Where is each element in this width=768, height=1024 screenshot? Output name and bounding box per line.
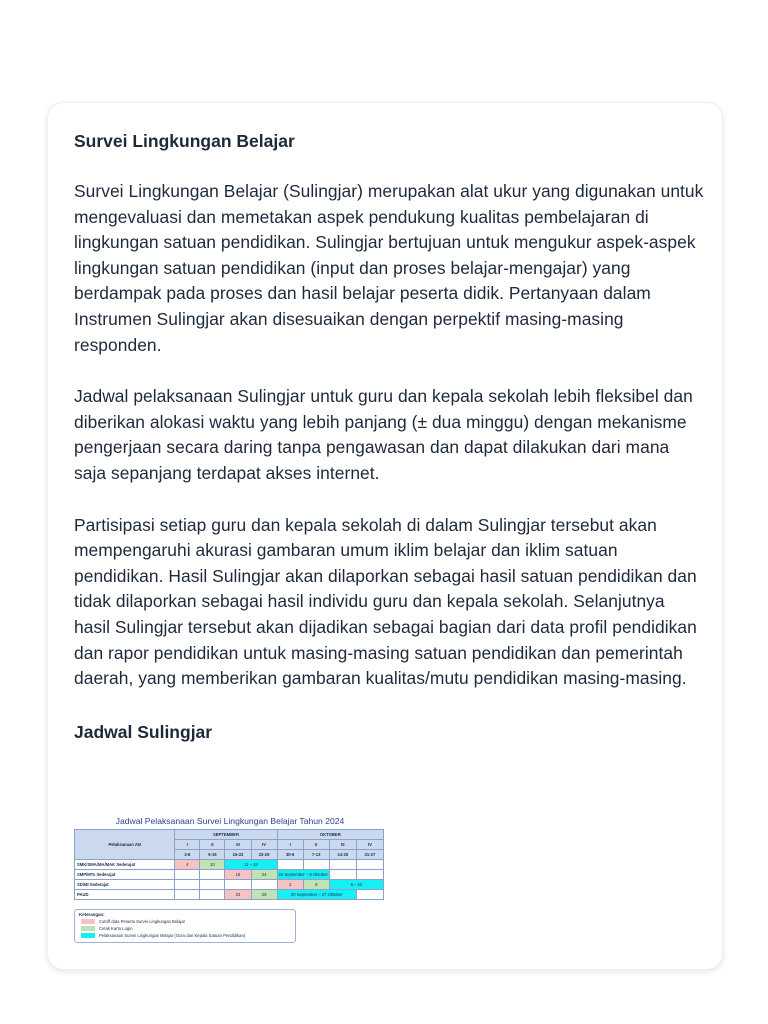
empty-cell <box>329 860 356 870</box>
week-header: IV <box>356 840 383 850</box>
week-header: III <box>329 840 356 850</box>
cutoff-cell: 18 <box>225 870 251 880</box>
empty-cell <box>356 890 383 900</box>
empty-cell <box>200 870 225 880</box>
login-card-cell: 10 <box>200 860 225 870</box>
legend-swatch <box>81 926 95 931</box>
month-header: OKTOBER <box>277 830 383 840</box>
empty-cell <box>200 880 225 890</box>
table-row <box>75 880 384 890</box>
row-label: PAUD <box>75 890 175 900</box>
paragraph-3: Partisipasi setiap guru dan kepala sekolah di dalam Sulingjar tersebut akan mempengaruhi akurasi gambaran umum iklim belajar dan iklim satuan pendidikan. Hasil Sulingjar akan dilaporkan sebagai hasil satuan pendidikan dan tidak dilaporkan sebagai hasil individu guru dan kepala sekolah. Selanjutnya hasil Sulingjar tersebut akan dijadikan sebagai bagian dari data profil pendidikan dan rapor pendidikan untuk masing-masing satuan pendidikan dan pemerintah daerah, yang memberikan gambaran kualitas/mutu pendidikan masing-masing. <box>74 514 697 689</box>
survey-period-cell: 9 – 22 <box>329 880 383 890</box>
legend-item <box>81 918 185 925</box>
date-header: 21-27 <box>356 850 383 860</box>
legend-item <box>81 932 245 939</box>
schedule-title: Jadwal Pelaksanaan Survei Lingkungan Belajar Tahun 2024 <box>115 816 345 826</box>
section-subtitle: Jadwal Sulingjar <box>74 721 213 742</box>
paragraph-1: Survei Lingkungan Belajar (Sulingjar) merupakan alat ukur yang digunakan untuk mengevaluasi dan memetakan aspek pendukung kualitas pembelajaran di lingkungan satuan pendidikan. Sulingjar bertujuan untuk mengukur aspek-aspek lingkungan satuan pendidikan (input dan proses belajar-mengajar) yang berdampak pada proses dan hasil belajar peserta didik. Pertanyaan dalam Instrumen Sulingjar akan disesuaikan dengan perpektif masing-masing responden. <box>74 181 704 355</box>
date-header: 2-8 <box>175 850 200 860</box>
empty-cell <box>303 860 329 870</box>
empty-cell <box>251 880 277 890</box>
article-content <box>74 129 704 744</box>
empty-cell <box>200 890 225 900</box>
week-header: II <box>200 840 225 850</box>
week-header: I <box>277 840 303 850</box>
empty-cell <box>356 870 383 880</box>
survey-period-cell: 25 September – 8 Oktober <box>277 870 329 880</box>
legend-item <box>81 925 133 932</box>
cutoff-cell: 23 <box>225 890 251 900</box>
label-header: Pelaksanaan AN <box>75 830 175 860</box>
week-header: I <box>175 840 200 850</box>
empty-cell <box>225 880 251 890</box>
cutoff-cell: 2 <box>277 880 303 890</box>
table-row <box>75 890 384 900</box>
legend-swatch <box>81 933 95 938</box>
date-header: 9-15 <box>200 850 225 860</box>
paragraph-2: Jadwal pelaksanaan Sulingjar untuk guru dan kepala sekolah lebih fleksibel dan diberikan alokasi waktu yang lebih panjang (± dua minggu) dengan mekanisme pengerjaan secara daring tanpa pengawasan dan dapat dilakukan dari mana saja sepanjang terdapat akses internet. <box>74 386 693 483</box>
survey-period-cell: 11 – 24 <box>225 860 277 870</box>
empty-cell <box>356 860 383 870</box>
article-card <box>47 102 723 970</box>
login-card-cell: 29 <box>251 890 277 900</box>
week-header: II <box>303 840 329 850</box>
empty-cell <box>175 870 200 880</box>
date-header: 14-20 <box>329 850 356 860</box>
table-row <box>75 860 384 870</box>
empty-cell <box>175 890 200 900</box>
row-label: SD/MI Sederajat <box>75 880 175 890</box>
date-header: 7-13 <box>303 850 329 860</box>
empty-cell <box>175 880 200 890</box>
month-header: SEPTEMBER <box>175 830 277 840</box>
login-card-cell: 24 <box>251 870 277 880</box>
date-header: 30-6 <box>277 850 303 860</box>
schedule-table <box>74 829 384 900</box>
legend-label: Pelaksanaan Survei Lingkungan Belajar (Guru dan Kepala Satuan Pendidikan) <box>99 933 246 938</box>
schedule-legend <box>74 909 296 943</box>
login-card-cell: 8 <box>303 880 329 890</box>
legend-swatch <box>81 919 95 924</box>
date-header: 23-29 <box>251 850 277 860</box>
legend-title: Keterangan: <box>79 912 105 917</box>
empty-cell <box>277 860 303 870</box>
table-row <box>75 870 384 880</box>
date-header: 16-22 <box>225 850 251 860</box>
article-title: Survei Lingkungan Belajar <box>74 131 295 151</box>
cutoff-cell: 4 <box>175 860 200 870</box>
week-header: III <box>225 840 251 850</box>
legend-label: Cutoff data Peserta Survei Lingkungan Belajar <box>99 919 186 924</box>
row-label: SMK/SMA/MA/MAK Sederajat <box>75 860 175 870</box>
empty-cell <box>329 870 356 880</box>
survey-period-cell: 30 September – 27 Oktober <box>277 890 356 900</box>
week-header: IV <box>251 840 277 850</box>
row-label: SMP/MTs Sederajat <box>75 870 175 880</box>
schedule-image <box>74 815 386 945</box>
legend-label: Cetak Kartu Login <box>99 926 133 931</box>
